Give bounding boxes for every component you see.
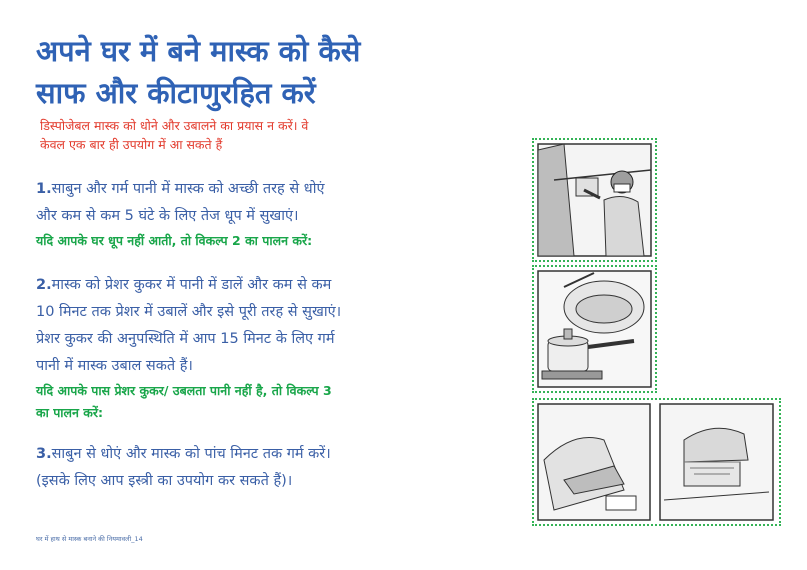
drying-mask-in-sun-illustration <box>532 138 657 262</box>
step-1-line-1: साबुन और गर्म पानी में मास्क को अच्छी तरह से धोएं <box>51 181 325 197</box>
step-3-line-1: साबुन से धोएं और मास्क को पांच मिनट तक गर्म करें। <box>51 446 331 462</box>
step-1-note: यदि आपके घर धूप नहीं आती, तो विकल्प 2 का पालन करें: <box>36 233 313 248</box>
step-2-line-4: पानी में मास्क उबाल सकते हैं। <box>36 358 193 374</box>
step-3-line-2: (इसके लिए आप इस्त्री का उपयोग कर सकते हैं)। <box>36 473 293 489</box>
step-2-number: 2. <box>36 277 52 293</box>
step-2-line-2: 10 मिनट तक प्रेशर में उबालें और इसे पूरी तरह से सुखाएं। <box>36 304 342 320</box>
step-1 <box>36 176 486 252</box>
step-2-note-line-1: यदि आपके पास प्रेशर कुकर/ उबलता पानी नहीं है, तो विकल्प 3 <box>36 383 332 398</box>
step-2-note-line-2: का पालन करें: <box>36 405 104 420</box>
title-line-2: साफ और कीटाणुरहित करें <box>36 76 316 110</box>
step-2-line-1: मास्क को प्रेशर कुकर में पानी में डालें और कम से कम <box>51 277 332 293</box>
step-2-line-3: प्रेशर कुकर की अनुपस्थिति में आप 15 मिनट के लिए गर्म <box>36 331 335 347</box>
footer-text: घर में हाथ से मास्क बनाने की नियमावली_14 <box>36 535 143 543</box>
page-title <box>36 30 516 114</box>
step-1-number: 1. <box>36 181 52 197</box>
step-1-line-2: और कम से कम 5 घंटे के लिए तेज धूप में सुखाएं। <box>36 208 299 224</box>
step-3 <box>36 441 486 495</box>
title-line-1: अपने घर में बने मास्क को कैसे <box>36 34 361 68</box>
step-2 <box>36 272 486 424</box>
warning-text <box>40 116 480 154</box>
warning-line-1: डिस्पोजेबल मास्क को धोने और उबालने का प्रयास न करें। वे <box>40 118 309 133</box>
ironing-mask-illustration <box>532 398 781 526</box>
step-3-number: 3. <box>36 446 52 462</box>
warning-line-2: केवल एक बार ही उपयोग में आ सकते हैं <box>40 137 223 152</box>
pressure-cooker-illustration <box>532 265 657 393</box>
